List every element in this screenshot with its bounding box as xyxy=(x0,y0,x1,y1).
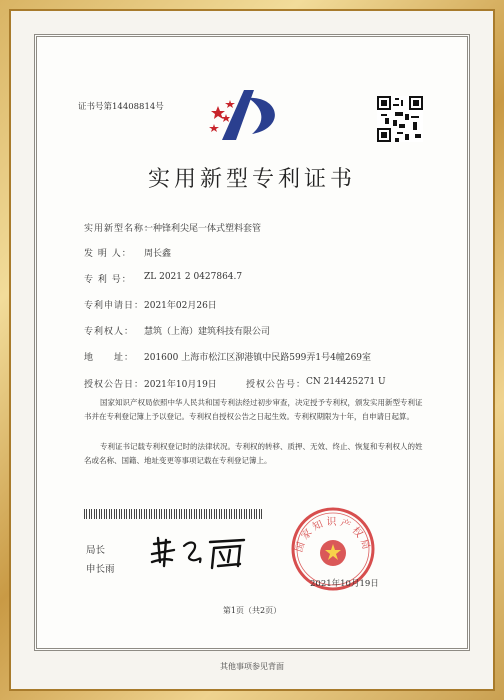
qr-code-icon xyxy=(377,96,423,142)
grant-number-label: 授权公告号： xyxy=(246,380,307,390)
utility-model-name-value: 一种锋利尖尾一体式塑料套管 xyxy=(144,224,262,234)
address-label: 地 址： xyxy=(84,353,135,363)
director-title: 局长 xyxy=(86,545,106,556)
patent-number-label: 专 利 号： xyxy=(84,275,132,285)
grant-date-value: 2021年10月19日 xyxy=(144,380,217,390)
grant-paragraph: 国家知识产权局依照中华人民共和国专利法经过初步审查，决定授予专利权，颁发实用新型专利证书并在专利登记簿上予以登记。专利权自授权公告之日起生效。专利权期限为十年，自申请日起算。 xyxy=(84,398,423,421)
director-name: 申长雨 xyxy=(86,564,115,575)
inventor-value: 周长鑫 xyxy=(144,249,172,259)
address-value: 201600 上海市松江区泖港镇中民路599弄1号4幢269室 xyxy=(144,353,372,363)
certificate-title: 实用新型专利证书 xyxy=(147,167,356,192)
seal-date: 2021年10月19日 xyxy=(310,579,379,589)
record-paragraph: 专利证书记载专利权登记时的法律状况。专利权的转移、质押、无效、终止、恢复和专利权人的姓名或名称、国籍、地址变更等事项记载在专利登记簿上。 xyxy=(84,442,423,465)
footer-note: 其他事项参见背面 xyxy=(220,662,284,671)
patentee-value: 慧筑（上海）建筑科技有限公司 xyxy=(144,327,271,337)
patentee-label: 专利权人： xyxy=(84,327,135,337)
barcode-icon xyxy=(84,509,262,519)
filing-date-label: 专利申请日： xyxy=(84,301,145,311)
cnipa-logo-icon xyxy=(208,84,300,146)
inventor-label: 发 明 人： xyxy=(84,249,132,259)
filing-date-value: 2021年02月26日 xyxy=(144,301,217,311)
cert-number: 证书号第14408814号 xyxy=(78,102,164,112)
grant-number-value: CN 214425271 U xyxy=(306,377,386,387)
patent-number-value: ZL 2021 2 0427864.7 xyxy=(144,272,243,282)
svg-text:国家知识产权局: 国家知识产权局 xyxy=(293,516,373,554)
grant-date-label: 授权公告日： xyxy=(84,380,145,390)
page-info: 第1页（共2页） xyxy=(222,606,282,615)
signature-icon xyxy=(148,532,250,572)
utility-model-name-label: 实用新型名称： xyxy=(84,224,155,234)
